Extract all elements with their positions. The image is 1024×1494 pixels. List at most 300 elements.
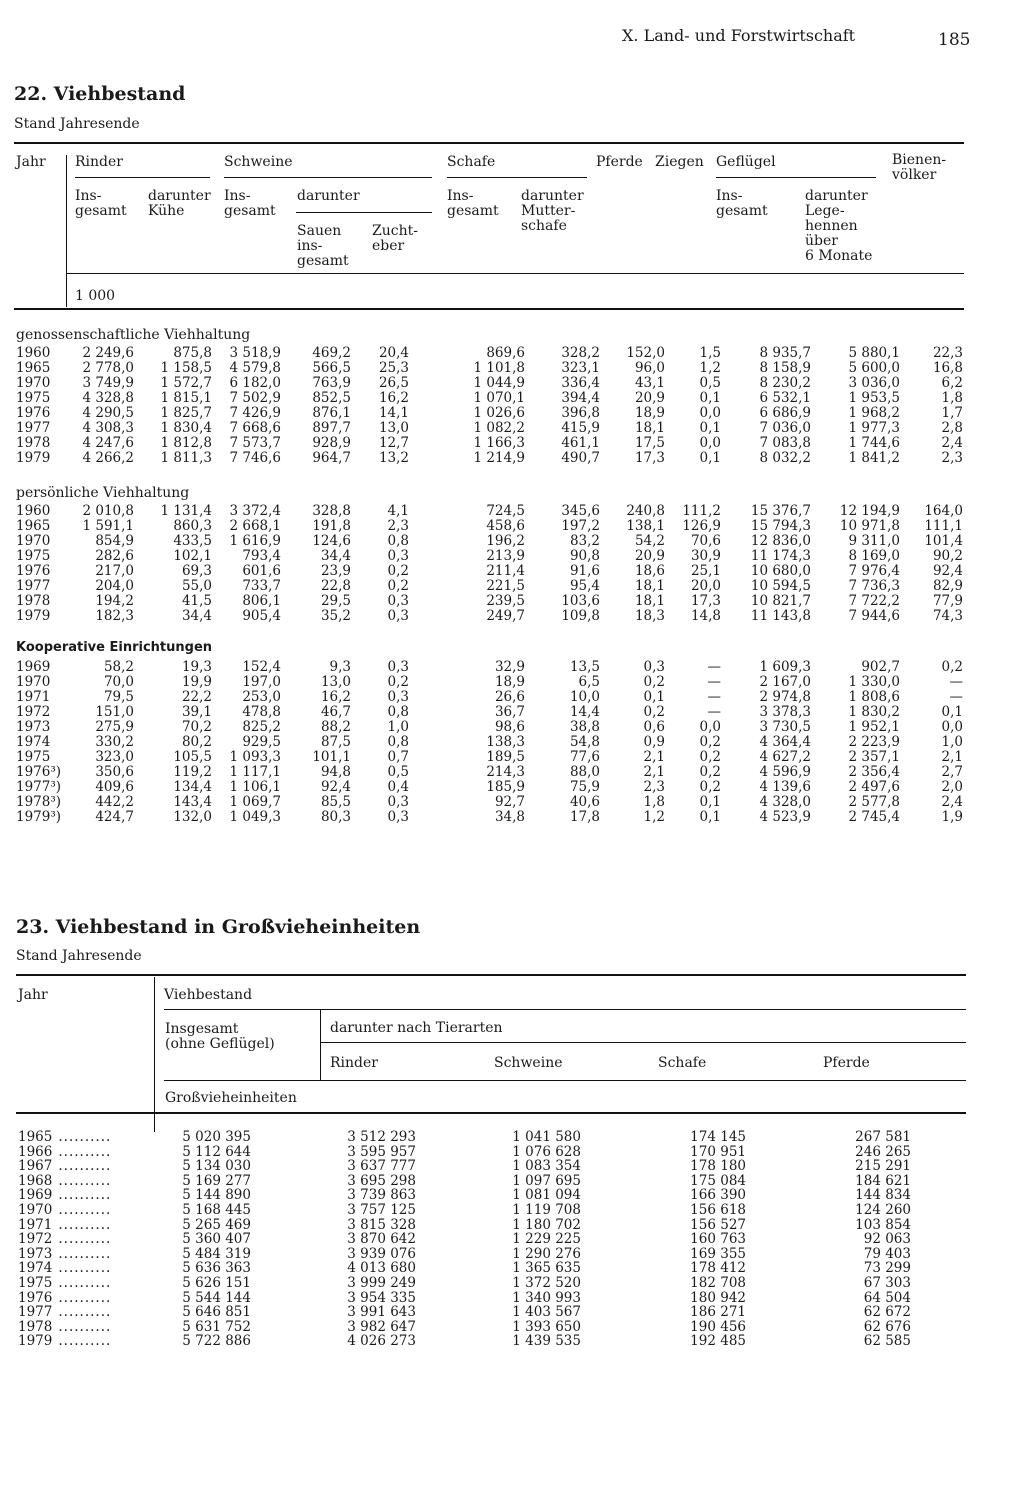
cell-legehennen: 2 356,4 [848, 764, 900, 780]
cell-ziegen: 25,1 [690, 563, 721, 579]
cell-zuchteber: 0,8 [387, 704, 409, 720]
cell-rinder: 3 982 647 [347, 1318, 416, 1335]
cell-gefluegel-insgesamt: 4 596,9 [759, 764, 811, 780]
table-row [16, 735, 963, 750]
table-row [18, 1320, 911, 1335]
cell-pferde: 64 504 [863, 1289, 911, 1306]
cell-year: 1971 [16, 689, 51, 705]
t23-darunter-rule [320, 1042, 966, 1043]
year-label: 1968 [18, 1172, 53, 1189]
cell-bienenvoelker: 2,4 [941, 435, 963, 451]
table-23-title: 23. Viehbestand in Großvieheinheiten [16, 916, 421, 938]
cell-pferde: 1,2 [643, 809, 665, 825]
cell-kuehe: 41,5 [181, 593, 212, 609]
cell-mutterschafe: 77,6 [569, 749, 600, 765]
cell-schafe-insgesamt: 138,3 [486, 734, 525, 750]
cell-year: 1978 [16, 593, 51, 609]
cell-zuchteber: 13,2 [378, 450, 409, 466]
cell-schafe: 175 084 [690, 1172, 746, 1189]
cell-gefluegel-insgesamt: 6 532,1 [759, 390, 811, 406]
cell-legehennen: 2 357,1 [848, 749, 900, 765]
cell-schweine-insgesamt: 7 502,9 [229, 390, 281, 406]
cell-schweine: 1 290 276 [512, 1245, 581, 1262]
cell-rinder: 4 026 273 [347, 1333, 416, 1350]
cell-year: 1970 [16, 533, 51, 549]
cell-ziegen: 126,9 [682, 518, 721, 534]
cell-gefluegel-insgesamt: 4 627,2 [759, 749, 811, 765]
cell-bienenvoelker: 0,0 [941, 719, 963, 735]
cell-ziegen: 0,0 [699, 719, 721, 735]
cell-pferde: 2,1 [643, 749, 665, 765]
table-row [18, 1291, 911, 1306]
cell-rinder-insgesamt: 350,6 [95, 764, 134, 780]
cell-gefluegel-insgesamt: 8 935,7 [759, 345, 811, 361]
cell-pferde: 2,3 [643, 779, 665, 795]
cell-schweine-insgesamt: 825,2 [242, 719, 281, 735]
cell-gefluegel-insgesamt: 10 680,0 [750, 563, 811, 579]
cell-pferde: 267 581 [855, 1129, 911, 1145]
cell-gefluegel-insgesamt: 4 139,6 [759, 779, 811, 795]
table-row [18, 1305, 911, 1320]
leader-dots: .......... [58, 1201, 112, 1218]
table-row [18, 1159, 911, 1174]
gefluegel-header-rule [716, 177, 876, 178]
cell-rinder-insgesamt: 4 247,6 [82, 435, 134, 451]
cell-rinder: 3 595 957 [347, 1143, 416, 1160]
cell-gefluegel-insgesamt: 15 794,3 [750, 518, 811, 534]
cell-schweine: 1 372 520 [512, 1274, 581, 1291]
cell-bienenvoelker: 101,4 [924, 533, 963, 549]
cell-zuchteber: 2,3 [387, 518, 409, 534]
cell-insgesamt: 5 020 395 [182, 1129, 251, 1145]
table-row [16, 780, 963, 795]
table-23-subtitle: Stand Jahresende [16, 948, 142, 964]
cell-sauen: 29,5 [320, 593, 351, 609]
cell-pferde: 0,2 [643, 704, 665, 720]
cell-sauen: 124,6 [312, 533, 351, 549]
cell-ziegen: 0,2 [699, 764, 721, 780]
cell-sauen: 35,2 [320, 608, 351, 624]
cell-schweine-insgesamt: 1 093,3 [229, 749, 281, 765]
table-row [16, 519, 963, 534]
cell-legehennen: 1 830,2 [848, 704, 900, 720]
cell-legehennen: 1 953,5 [848, 390, 900, 406]
cell-zuchteber: 0,3 [387, 689, 409, 705]
cell-year: 1973 [16, 719, 51, 735]
cell-gefluegel-insgesamt: 8 158,9 [759, 360, 811, 376]
cell-insgesamt: 5 722 886 [182, 1333, 251, 1350]
cell-schweine-insgesamt: 7 426,9 [229, 405, 281, 421]
cell-year: 1979 [16, 450, 51, 466]
col-header-zuchteber: Zucht- eber [372, 223, 418, 254]
t23-viehbestand-rule [164, 1009, 966, 1010]
cell-pferde: 215 291 [855, 1158, 911, 1175]
cell-kuehe: 1 572,7 [160, 375, 212, 391]
cell-year: 1975 [16, 390, 51, 406]
cell-rinder-insgesamt: 330,2 [95, 734, 134, 750]
cell-gefluegel-insgesamt: 3 730,5 [759, 719, 811, 735]
schafe-header-rule [447, 177, 587, 178]
cell-schafe-insgesamt: 1 082,2 [473, 420, 525, 436]
cell-kuehe: 132,0 [173, 809, 212, 825]
year-label: 1965 [18, 1129, 53, 1145]
cell-gefluegel-insgesamt: 10 821,7 [750, 593, 811, 609]
cell-gefluegel-insgesamt: 1 609,3 [759, 659, 811, 675]
table-row [16, 579, 963, 594]
cell-rinder-insgesamt: 4 308,3 [82, 420, 134, 436]
table-22-top-rule [14, 142, 964, 144]
table-row [16, 609, 963, 624]
cell-pferde: 18,9 [634, 405, 665, 421]
cell-ziegen: 17,3 [690, 593, 721, 609]
cell-pferde: 184 621 [855, 1172, 911, 1189]
leader-dots: .......... [58, 1231, 112, 1248]
cell-year: 1979 [16, 608, 51, 624]
cell-legehennen: 2 577,8 [848, 794, 900, 810]
table-row [18, 1276, 911, 1291]
cell-schafe: 170 951 [690, 1143, 746, 1160]
cell-zuchteber: 0,8 [387, 533, 409, 549]
cell-year: 1974 [16, 734, 51, 750]
cell-schweine-insgesamt: 806,1 [242, 593, 281, 609]
table-row [18, 1334, 911, 1349]
cell-insgesamt: 5 636 363 [182, 1260, 251, 1277]
col-header-schweine: Schweine [224, 154, 293, 170]
cell-schafe: 174 145 [690, 1129, 746, 1145]
cell-legehennen: 902,7 [861, 659, 900, 675]
cell-year: 1977³) [16, 779, 62, 795]
cell-zuchteber: 0,3 [387, 593, 409, 609]
cell-pferde: 54,2 [634, 533, 665, 549]
cell-pferde: 18,1 [634, 420, 665, 436]
cell-legehennen: 7 976,4 [848, 563, 900, 579]
cell-gefluegel-insgesamt: 8 032,2 [759, 450, 811, 466]
cell-gefluegel-insgesamt: 8 230,2 [759, 375, 811, 391]
cell-rinder-insgesamt: 424,7 [95, 809, 134, 825]
col-header-gefluegel: Geflügel [716, 154, 776, 170]
cell-ziegen: 0,0 [699, 405, 721, 421]
cell-legehennen: 1 841,2 [848, 450, 900, 466]
cell-rinder: 3 739 863 [347, 1187, 416, 1204]
cell-schafe-insgesamt: 211,4 [486, 563, 525, 579]
cell-schweine: 1 365 635 [512, 1260, 581, 1277]
cell-bienenvoelker: 1,9 [941, 809, 963, 825]
cell-schafe-insgesamt: 1 044,9 [473, 375, 525, 391]
cell-mutterschafe: 75,9 [569, 779, 600, 795]
cell-schweine: 1 097 695 [512, 1172, 581, 1189]
cell-bienenvoelker: — [949, 689, 963, 705]
table-row [16, 690, 963, 705]
cell-bienenvoelker: 2,8 [941, 420, 963, 436]
table-row [16, 534, 963, 549]
cell-schafe: 156 527 [690, 1216, 746, 1233]
table-row [18, 1261, 911, 1276]
cell-rinder: 3 870 642 [347, 1231, 416, 1248]
cell-year [18, 1305, 150, 1320]
col-header-rinder-insgesamt: Ins- gesamt [75, 188, 127, 219]
cell-zuchteber: 0,3 [387, 548, 409, 564]
cell-zuchteber: 0,2 [387, 563, 409, 579]
cell-schafe-insgesamt: 458,6 [486, 518, 525, 534]
cell-rinder: 3 954 335 [347, 1289, 416, 1306]
cell-pferde: 18,1 [634, 593, 665, 609]
rinder-header-rule [75, 177, 210, 178]
cell-schafe-insgesamt: 724,5 [486, 503, 525, 519]
cell-schafe-insgesamt: 213,9 [486, 548, 525, 564]
cell-schafe-insgesamt: 1 026,6 [473, 405, 525, 421]
cell-pferde: 43,1 [634, 375, 665, 391]
cell-kuehe: 875,8 [173, 345, 212, 361]
cell-mutterschafe: 88,0 [569, 764, 600, 780]
cell-pferde: 73 299 [863, 1260, 911, 1277]
cell-pferde: 103 854 [855, 1216, 911, 1233]
cell-schafe: 190 456 [690, 1318, 746, 1335]
cell-gefluegel-insgesamt: 7 036,0 [759, 420, 811, 436]
cell-schweine: 1 119 708 [512, 1201, 581, 1218]
cell-sauen: 94,8 [320, 764, 351, 780]
cell-bienenvoelker: 164,0 [924, 503, 963, 519]
cell-mutterschafe: 197,2 [561, 518, 600, 534]
table-row [16, 391, 963, 406]
col-header-sauen: Sauen ins- gesamt [297, 223, 349, 269]
unit-label: 1 000 [75, 288, 116, 304]
cell-gefluegel-insgesamt: 10 594,5 [750, 578, 811, 594]
cell-rinder-insgesamt: 2 249,6 [82, 345, 134, 361]
table-row [18, 1247, 911, 1262]
cell-schweine-insgesamt: 4 579,8 [229, 360, 281, 376]
t23-col-header-pferde: Pferde [823, 1055, 870, 1071]
t23-unit-label: Großvieheinheiten [165, 1090, 297, 1106]
cell-legehennen: 2 497,6 [848, 779, 900, 795]
cell-gefluegel-insgesamt: 11 174,3 [750, 548, 811, 564]
col-header-pferde: Pferde [596, 154, 643, 170]
cell-rinder-insgesamt: 409,6 [95, 779, 134, 795]
cell-kuehe: 19,3 [181, 659, 212, 675]
col-header-legehennen: darunter Lege- hennen über 6 Monate [805, 188, 873, 264]
cell-pferde: 152,0 [626, 345, 665, 361]
cell-rinder-insgesamt: 275,9 [95, 719, 134, 735]
cell-schafe-insgesamt: 249,7 [486, 608, 525, 624]
cell-pferde: 18,6 [634, 563, 665, 579]
cell-rinder: 3 815 328 [347, 1216, 416, 1233]
cell-sauen: 852,5 [312, 390, 351, 406]
cell-schweine-insgesamt: 1 616,9 [229, 533, 281, 549]
cell-schafe-insgesamt: 32,9 [494, 659, 525, 675]
cell-schweine-insgesamt: 1 069,7 [229, 794, 281, 810]
leader-dots: .......... [58, 1260, 112, 1277]
cell-rinder-insgesamt: 4 328,8 [82, 390, 134, 406]
cell-schafe-insgesamt: 1 214,9 [473, 450, 525, 466]
cell-sauen: 87,5 [320, 734, 351, 750]
cell-ziegen: — [707, 704, 721, 720]
table-row [16, 660, 963, 675]
cell-year [18, 1218, 150, 1233]
cell-pferde: 18,1 [634, 578, 665, 594]
cell-sauen: 16,2 [320, 689, 351, 705]
group-label-genossenschaftlich: genossenschaftliche Viehhaltung [16, 327, 251, 343]
cell-kuehe: 69,3 [181, 563, 212, 579]
cell-year [18, 1145, 150, 1160]
col-header-schafe-insgesamt: Ins- gesamt [447, 188, 499, 219]
cell-bienenvoelker: 0,2 [941, 659, 963, 675]
col-header-mutterschafe: darunter Mutter- schafe [521, 188, 584, 234]
cell-schweine-insgesamt: 601,6 [242, 563, 281, 579]
year-label: 1975 [18, 1274, 53, 1291]
col-header-gefluegel-insgesamt: Ins- gesamt [716, 188, 768, 219]
table-row [16, 675, 963, 690]
cell-schafe-insgesamt: 189,5 [486, 749, 525, 765]
table-row [18, 1130, 911, 1145]
leader-dots: .......... [58, 1245, 112, 1262]
cell-rinder-insgesamt: 4 266,2 [82, 450, 134, 466]
cell-mutterschafe: 13,5 [569, 659, 600, 675]
cell-pferde: 1,8 [643, 794, 665, 810]
leader-dots: .......... [58, 1143, 112, 1160]
cell-schweine: 1 340 993 [512, 1289, 581, 1306]
cell-bienenvoelker: 82,9 [932, 578, 963, 594]
cell-mutterschafe: 396,8 [561, 405, 600, 421]
cell-zuchteber: 0,3 [387, 794, 409, 810]
cell-year [18, 1291, 150, 1306]
cell-pferde: 124 260 [855, 1201, 911, 1218]
table-row [16, 810, 963, 825]
cell-schweine-insgesamt: 929,5 [242, 734, 281, 750]
cell-schweine-insgesamt: 478,8 [242, 704, 281, 720]
cell-insgesamt: 5 168 445 [182, 1201, 251, 1218]
cell-legehennen: 5 600,0 [848, 360, 900, 376]
leader-dots: .......... [58, 1129, 112, 1145]
cell-kuehe: 39,1 [181, 704, 212, 720]
cell-mutterschafe: 323,1 [561, 360, 600, 376]
cell-year: 1972 [16, 704, 51, 720]
cell-year [18, 1334, 150, 1349]
cell-year: 1970 [16, 674, 51, 690]
cell-zuchteber: 0,4 [387, 779, 409, 795]
cell-rinder-insgesamt: 217,0 [95, 563, 134, 579]
cell-ziegen: 0,2 [699, 749, 721, 765]
cell-mutterschafe: 91,6 [569, 563, 600, 579]
year-label: 1972 [18, 1231, 53, 1248]
cell-kuehe: 34,4 [181, 608, 212, 624]
cell-bienenvoelker: 90,2 [932, 548, 963, 564]
cell-rinder: 3 939 076 [347, 1245, 416, 1262]
cell-sauen: 964,7 [312, 450, 351, 466]
cell-year: 1969 [16, 659, 51, 675]
cell-kuehe: 134,4 [173, 779, 212, 795]
cell-zuchteber: 0,3 [387, 809, 409, 825]
cell-pferde: 18,3 [634, 608, 665, 624]
cell-schweine-insgesamt: 3 372,4 [229, 503, 281, 519]
cell-rinder-insgesamt: 3 749,9 [82, 375, 134, 391]
cell-schweine-insgesamt: 7 573,7 [229, 435, 281, 451]
cell-ziegen: 20,0 [690, 578, 721, 594]
cell-ziegen: 1,5 [699, 345, 721, 361]
cell-kuehe: 102,1 [173, 548, 212, 564]
cell-year: 1977 [16, 578, 51, 594]
cell-schweine-insgesamt: 3 518,9 [229, 345, 281, 361]
cell-rinder-insgesamt: 4 290,5 [82, 405, 134, 421]
cell-sauen: 13,0 [320, 674, 351, 690]
cell-schweine-insgesamt: 197,0 [242, 674, 281, 690]
cell-schweine-insgesamt: 152,4 [242, 659, 281, 675]
cell-schweine-insgesamt: 2 668,1 [229, 518, 281, 534]
cell-kuehe: 1 812,8 [160, 435, 212, 451]
stub-divider [66, 155, 67, 307]
t23-col-header-jahr: Jahr [18, 987, 48, 1003]
cell-schafe-insgesamt: 239,5 [486, 593, 525, 609]
cell-gefluegel-insgesamt: 2 167,0 [759, 674, 811, 690]
cell-ziegen: 0,2 [699, 734, 721, 750]
cell-legehennen: 1 808,6 [848, 689, 900, 705]
cell-schafe-insgesamt: 34,8 [494, 809, 525, 825]
cell-rinder-insgesamt: 58,2 [103, 659, 134, 675]
year-label: 1979 [18, 1333, 53, 1350]
cell-schafe: 156 618 [690, 1201, 746, 1218]
cell-mutterschafe: 415,9 [561, 420, 600, 436]
cell-ziegen: 70,6 [690, 533, 721, 549]
group-label-persoenlich: persönliche Viehhaltung [16, 485, 190, 501]
leader-dots: .......... [58, 1318, 112, 1335]
cell-sauen: 92,4 [320, 779, 351, 795]
cell-legehennen: 1 330,0 [848, 674, 900, 690]
cell-insgesamt: 5 265 469 [182, 1216, 251, 1233]
cell-pferde: 62 676 [863, 1318, 911, 1335]
table-row [16, 594, 963, 609]
cell-mutterschafe: 461,1 [561, 435, 600, 451]
cell-bienenvoelker: 2,7 [941, 764, 963, 780]
cell-gefluegel-insgesamt: 2 974,8 [759, 689, 811, 705]
cell-bienenvoelker: 16,8 [932, 360, 963, 376]
cell-rinder-insgesamt: 323,0 [95, 749, 134, 765]
cell-ziegen: 0,1 [699, 794, 721, 810]
cell-schafe-insgesamt: 1 101,8 [473, 360, 525, 376]
cell-legehennen: 9 311,0 [848, 533, 900, 549]
cell-rinder: 3 695 298 [347, 1172, 416, 1189]
cell-schafe-insgesamt: 92,7 [494, 794, 525, 810]
cell-schweine-insgesamt: 1 106,1 [229, 779, 281, 795]
cell-ziegen: 0,1 [699, 420, 721, 436]
cell-zuchteber: 4,1 [387, 503, 409, 519]
cell-kuehe: 1 830,4 [160, 420, 212, 436]
cell-schweine-insgesamt: 1 049,3 [229, 809, 281, 825]
cell-sauen: 566,5 [312, 360, 351, 376]
header-bottom-rule [14, 308, 964, 310]
cell-sauen: 88,2 [320, 719, 351, 735]
cell-pferde: 2,1 [643, 764, 665, 780]
cell-legehennen: 12 194,9 [839, 503, 900, 519]
cell-schweine: 1 180 702 [512, 1216, 581, 1233]
cell-zuchteber: 12,7 [378, 435, 409, 451]
cell-rinder-insgesamt: 282,6 [95, 548, 134, 564]
table-row [18, 1174, 911, 1189]
cell-gefluegel-insgesamt: 12 836,0 [750, 533, 811, 549]
cell-gefluegel-insgesamt: 4 523,9 [759, 809, 811, 825]
cell-mutterschafe: 345,6 [561, 503, 600, 519]
cell-bienenvoelker: 0,1 [941, 704, 963, 720]
cell-zuchteber: 0,3 [387, 608, 409, 624]
cell-mutterschafe: 83,2 [569, 533, 600, 549]
cell-year: 1960 [16, 345, 51, 361]
cell-kuehe: 22,2 [181, 689, 212, 705]
cell-schafe: 166 390 [690, 1187, 746, 1204]
cell-sauen: 46,7 [320, 704, 351, 720]
cell-mutterschafe: 103,6 [561, 593, 600, 609]
t23-stub-divider [154, 977, 155, 1132]
cell-bienenvoelker: — [949, 674, 963, 690]
cell-mutterschafe: 6,5 [578, 674, 600, 690]
cell-ziegen: 14,8 [690, 608, 721, 624]
cell-pferde: 79 403 [863, 1245, 911, 1262]
